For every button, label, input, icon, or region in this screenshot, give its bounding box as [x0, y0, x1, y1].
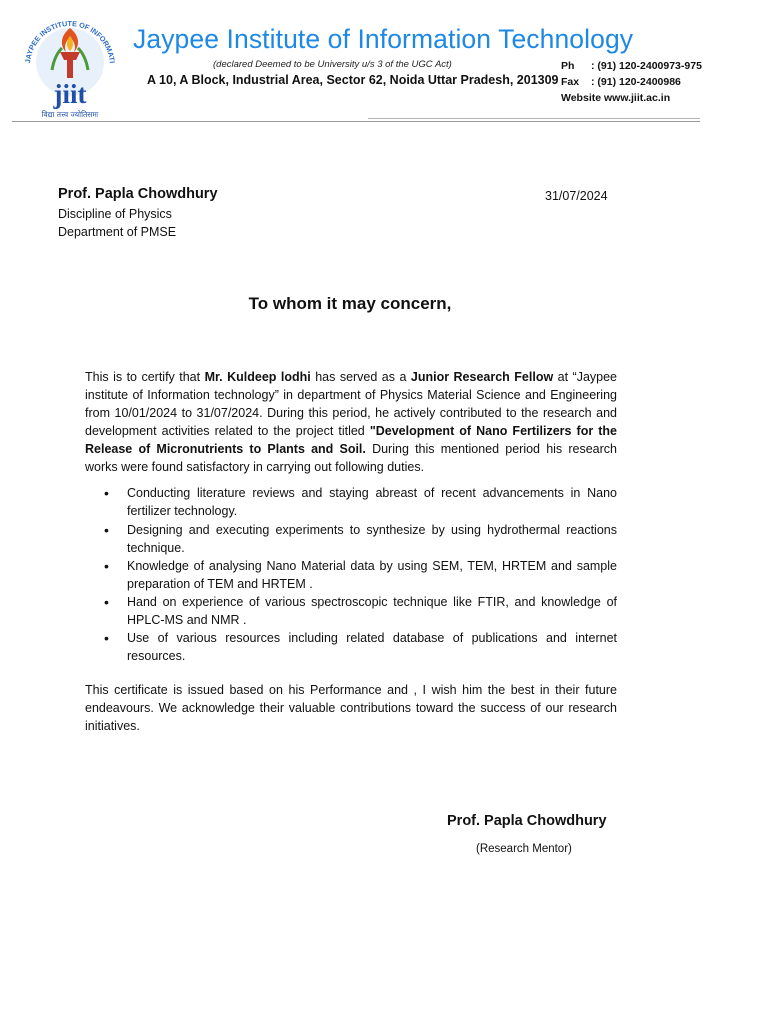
website: Website www.jiit.ac.in: [561, 92, 671, 104]
header-divider-short: [368, 118, 700, 119]
closing-paragraph: This certificate is issued based on his Performance and , I wish him the best in their future endeavours. We acknowledge their valuable contributions toward the success of our research initiatives.: [85, 683, 617, 733]
phone-number: : (91) 120-2400973-975: [591, 60, 702, 72]
signatory-role: (Research Mentor): [476, 843, 572, 855]
bullet-icon: •: [104, 630, 109, 646]
fax-label: Fax: [561, 76, 580, 88]
logo-motto: विद्या तत्त्व ज्योतिसमः: [41, 110, 99, 119]
institute-name: Jaypee Institute of Information Technology: [133, 24, 634, 54]
deemed-university-note: (declared Deemed to be University u/s 3 of the UGC Act): [213, 59, 452, 70]
duty-text: Knowledge of analysing Nano Material data by using SEM, TEM, HRTEM and sample preparation of TEM and HRTEM .: [127, 559, 617, 591]
institute-address: A 10, A Block, Industrial Area, Sector 62, Noida Uttar Pradesh, 201309: [147, 73, 559, 87]
header-divider: [12, 121, 700, 122]
list-item: [85, 593, 617, 629]
phone-label: Ph: [561, 60, 575, 72]
paragraph-text: This is to certify that: [85, 370, 205, 384]
sender-discipline: Discipline of Physics: [58, 207, 172, 221]
sender-department: Department of PMSE: [58, 225, 177, 239]
list-item: [85, 521, 617, 557]
duty-text: Conducting literature reviews and staying abreast of recent advancements in Nano fertilizer technology.: [127, 486, 617, 518]
list-item: [85, 484, 617, 520]
fax-number: : (91) 120-2400986: [591, 76, 681, 88]
candidate-name: Mr. Kuldeep lodhi: [204, 370, 311, 384]
signatory-name: Prof. Papla Chowdhury: [447, 813, 607, 829]
sender-name: Prof. Papla Chowdhury: [58, 186, 218, 202]
bullet-icon: •: [104, 594, 109, 610]
bullet-icon: •: [104, 485, 109, 501]
institute-logo: [16, 10, 124, 120]
paragraph-text: at “Jaypee institute of Information technology” in department of Physics Material Science and Engineering from 10/01/2024 to 31/07/2024. During this period, he actively contributed to the research and development activities related to the project titled: [85, 370, 618, 438]
certificate-paragraph: [85, 368, 617, 476]
list-item: [85, 557, 617, 593]
duties-list: [85, 484, 617, 665]
salutation: To whom it may concern,: [248, 294, 452, 313]
bullet-icon: •: [104, 522, 109, 538]
paragraph-text: has served as a: [310, 370, 411, 384]
logo-ring-text: JAYPEE INSTITUTE OF INFORMATI: [23, 18, 117, 64]
logo-mark-text: jiit: [53, 79, 87, 109]
phone-line: [561, 58, 702, 74]
position-title: Junior Research Fellow: [410, 370, 554, 384]
duty-text: Hand on experience of various spectroscopic technique like FTIR, and knowledge of HPLC-MS and NMR .: [127, 595, 617, 627]
paragraph-text: During this mentioned period his research works were found satisfactory in carrying out following duties.: [85, 442, 617, 474]
list-item: [85, 629, 617, 665]
contact-block: [561, 58, 702, 106]
jiit-emblem-icon: [16, 10, 124, 120]
project-title: "Development of Nano Fertilizers for the Release of Micronutrients to Plants and Soil.: [85, 424, 617, 456]
duty-text: Use of various resources including related database of publications and internet resources.: [127, 631, 617, 663]
duty-text: Designing and executing experiments to synthesize by using hydrothermal reactions technique.: [127, 523, 617, 555]
fax-line: [561, 74, 702, 90]
bullet-icon: •: [104, 558, 109, 574]
letter-date: 31/07/2024: [545, 189, 608, 203]
